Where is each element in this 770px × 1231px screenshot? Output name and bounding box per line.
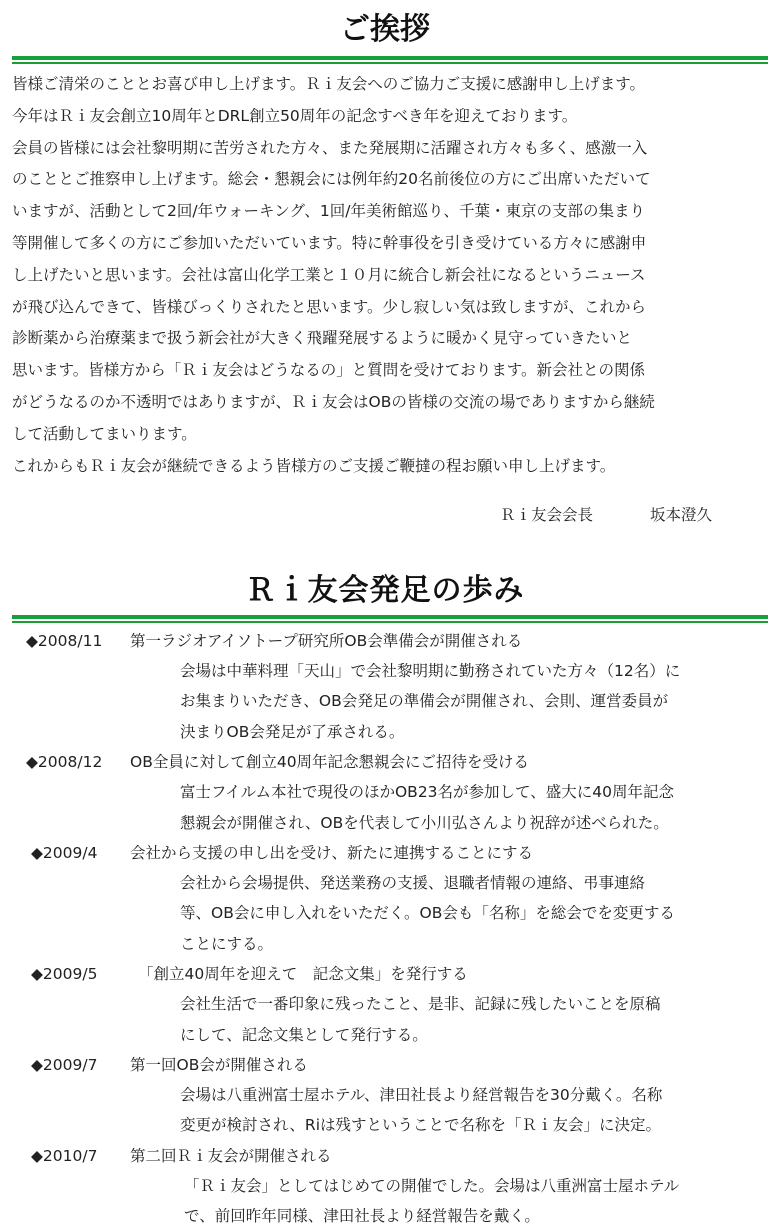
entry-line: お集まりいただき、OB会発足の準備会が開催され、会則、運営委員が	[180, 692, 669, 711]
greeting-line: 思います。皆様方から「Ｒｉ友会はどうなるの」と質問を受けております。新会社との関係	[12, 361, 646, 380]
history-title: Ｒｉ友会発足の歩み	[245, 573, 525, 608]
entry-line: 会場は八重洲富士屋ホテル、津田社長より経営報告を30分戴く。名称	[180, 1085, 663, 1104]
history-entry	[0, 626, 770, 747]
greeting-line: 診断薬から治療薬まで扱う新会社が大きく飛躍発展するように暖かく見守っていきたいと	[12, 329, 633, 348]
entry-title: 第一回OB会が開催される	[130, 1055, 308, 1074]
greeting-line: のこととご推察申し上げます。総会・懇親会には例年約20名前後位の方にご出席いただいて	[12, 170, 651, 189]
entry-date: ◆2008/12	[26, 753, 103, 772]
signature-role: Ｒｉ友会会長	[500, 506, 594, 524]
history-entry	[0, 1141, 770, 1231]
greeting-title: ご挨拶	[340, 12, 430, 47]
history-entry	[0, 959, 770, 1050]
greeting-line: 等開催して多くの方にご参加いただいています。特に幹事役を引き受けている方々に感謝申	[12, 233, 647, 252]
entry-line: 会社から会場提供、発送業務の支援、退職者情報の連絡、弔事連絡	[180, 873, 646, 892]
entry-title: 第二回Ｒｉ友会が開催される	[130, 1146, 332, 1165]
history-timeline	[0, 626, 770, 1231]
entry-line: ことにする。	[180, 934, 274, 953]
entry-title: OB全員に対して創立40周年記念懇親会にご招待を受ける	[130, 753, 530, 772]
entry-line: 決まりOB会発足が了承される。	[180, 722, 405, 741]
greeting-line: いますが、活動として2回/年ウォーキング、1回/年美術館巡り、千葉・東京の支部の集まり	[12, 202, 645, 221]
entry-line: にして、記念文集として発行する。	[180, 1025, 428, 1044]
history-title-rule	[12, 615, 768, 623]
greeting-line: 皆様ご清栄のこととお喜び申し上げます。Ｒｉ友会へのご協力ご支援に感謝申し上げます。	[12, 75, 646, 93]
entry-line: 懇親会が開催され、OBを代表して小川弘さんより祝辞が述べられた。	[180, 813, 669, 832]
greeting-line: これからもＲｉ友会が継続できるよう皆様方のご支援ご鞭撻の程お願い申し上げます。	[12, 456, 616, 475]
greeting-line: 今年はＲｉ友会創立10周年とDRL創立50周年の記念すべき年を迎えております。	[12, 106, 578, 125]
entry-title: 「創立40周年を迎えて 記念文集」を発行する	[138, 965, 468, 984]
entry-line: 会社生活で一番印象に残ったこと、是非、記録に残したいことを原稿	[180, 995, 661, 1014]
entry-line: 「Ｒｉ友会」としてはじめての開催でした。会場は八重洲富士屋ホテル	[184, 1176, 680, 1195]
greeting-line: が飛び込んできて、皆様びっくりされたと思います。少し寂しい気は致しますが、これから	[12, 297, 646, 316]
greeting-line: がどうなるのか不透明ではありますが、Ｒｉ友会はOBの皆様の交流の場でありますから継続	[12, 392, 655, 411]
entry-date: ◆2010/7	[31, 1146, 98, 1165]
entry-date: ◆2008/11	[26, 632, 103, 650]
greeting-signature	[500, 501, 760, 529]
greeting-line: 会員の皆様には会社黎明期に苦労された方々、また発展期に活躍され方々も多く、感激一入	[12, 138, 648, 157]
history-entry	[0, 838, 770, 959]
entry-date: ◆2009/5	[31, 965, 98, 984]
entry-line: 変更が検討され、Riは残すということで名称を「Ｒｉ友会」に決定。	[180, 1116, 662, 1135]
greeting-body	[12, 69, 762, 482]
entry-title: 第一ラジオアイソトープ研究所OB会準備会が開催される	[130, 632, 523, 650]
greeting-title-rule	[12, 56, 768, 64]
entry-date: ◆2009/4	[31, 843, 98, 862]
history-entry	[0, 1050, 770, 1141]
entry-line: 富士フイルム本社で現役のほかOB23名が参加して、盛大に40周年記念	[180, 783, 674, 802]
history-entry	[0, 747, 770, 838]
greeting-line: し上げたいと思います。会社は富山化学工業と１０月に統合し新会社になるというニュース	[12, 265, 646, 284]
signature-name: 坂本澄久	[650, 506, 713, 524]
entry-title: 会社から支援の申し出を受け、新たに連携することにする	[130, 843, 534, 862]
entry-line: で、前回昨年同様、津田社長より経営報告を戴く。	[184, 1207, 540, 1226]
greeting-line: して活動してまいります。	[12, 424, 197, 443]
entry-line: 会場は中華料理「天山」で会社黎明期に勤務されていた方々（12名）に	[180, 662, 681, 680]
entry-line: 等、OB会に申し入れをいただく。OB会も「名称」を総会でを変更する	[180, 904, 675, 923]
entry-date: ◆2009/7	[31, 1055, 98, 1074]
